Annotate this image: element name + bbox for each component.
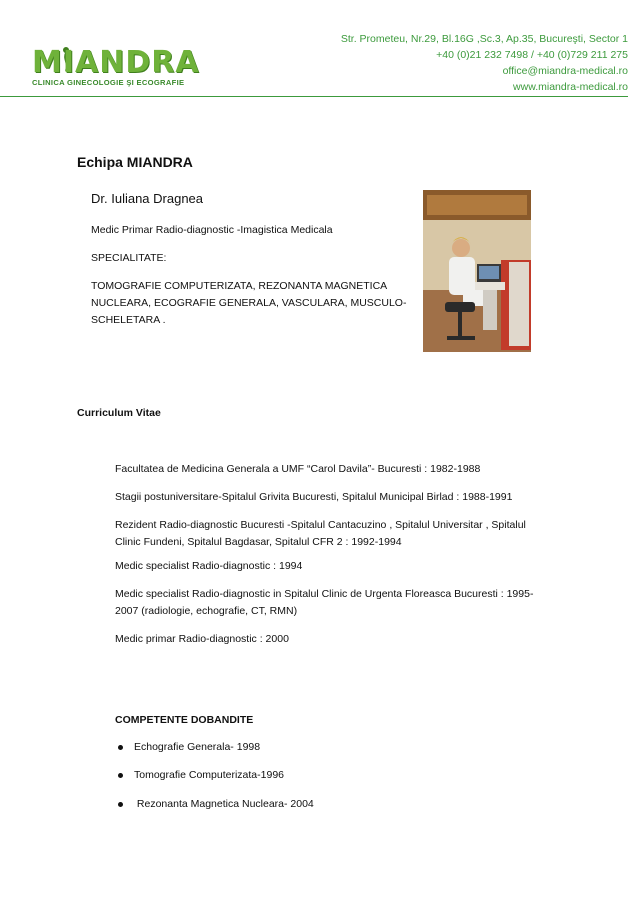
competence-item: Rezonanta Magnetica Nucleara- 2004 <box>134 798 314 810</box>
specialty-line: TOMOGRAFIE COMPUTERIZATA, REZONANTA MAGNETICA <box>91 280 388 292</box>
competence-item: Tomografie Computerizata-1996 <box>134 769 284 781</box>
competences-title: COMPETENTE DOBANDITE <box>115 714 254 726</box>
logo-tagline: CLINICA GINECOLOGIE ŞI ECOGRAFIE <box>32 78 185 87</box>
doctor-photo <box>423 190 531 352</box>
header-divider <box>0 96 628 97</box>
cv-entry: Medic specialist Radio-diagnostic in Spitalul Clinic de Urgenta Floreasca Bucuresti : 1995- <box>115 588 534 600</box>
cv-entry-continued: Clinic Fundeni, Spitalul Bagdasar, Spitalul CFR 2 : 1992-1994 <box>115 536 402 548</box>
specialty-label: SPECIALITATE: <box>91 252 167 264</box>
specialty-line: SCHELETARA . <box>91 314 166 326</box>
bullet-icon <box>118 745 123 750</box>
contact-block <box>341 31 628 95</box>
contact-address: Str. Prometeu, Nr.29, Bl.16G ,Sc.3, Ap.35, Bucureşti, Sector 1 <box>340 33 628 45</box>
cv-entry: Rezident Radio-diagnostic Bucuresti -Spitalul Cantacuzino , Spitalul Universitar , Spitalul <box>115 519 526 531</box>
contact-phone: +40 (0)21 232 7498 / +40 (0)729 211 275 <box>436 49 628 61</box>
contact-website[interactable]: www.miandra-medical.ro <box>513 81 628 93</box>
bullet-icon <box>118 802 123 807</box>
contact-email[interactable]: office@miandra-medical.ro <box>502 65 628 77</box>
specialty-line: NUCLEARA, ECOGRAFIE GENERALA, VASCULARA, MUSCULO- <box>91 297 407 309</box>
cv-entry: Stagii postuniversitare-Spitalul Grivita Bucuresti, Spitalul Municipal Birlad : 1988-1991 <box>115 491 513 503</box>
doctor-role: Medic Primar Radio-diagnostic -Imagistica Medicala <box>91 224 333 236</box>
cv-entry: Medic specialist Radio-diagnostic : 1994 <box>115 560 303 572</box>
doctor-name: Dr. Iuliana Dragnea <box>91 191 204 206</box>
cv-entry-continued: 2007 (radiologie, echografie, CT, RMN) <box>115 605 298 617</box>
cv-entry: Medic primar Radio-diagnostic : 2000 <box>115 633 289 645</box>
competence-item: Echografie Generala- 1998 <box>134 741 261 753</box>
section-title: Echipa MIANDRA <box>77 154 193 170</box>
cv-entry: Facultatea de Medicina Generala a UMF “Carol Davila”- Bucuresti : 1982-1988 <box>115 463 481 475</box>
bullet-icon <box>118 773 123 778</box>
cv-title: Curriculum Vitae <box>77 407 161 419</box>
logo-wordmark: MIANDRA <box>32 45 200 80</box>
